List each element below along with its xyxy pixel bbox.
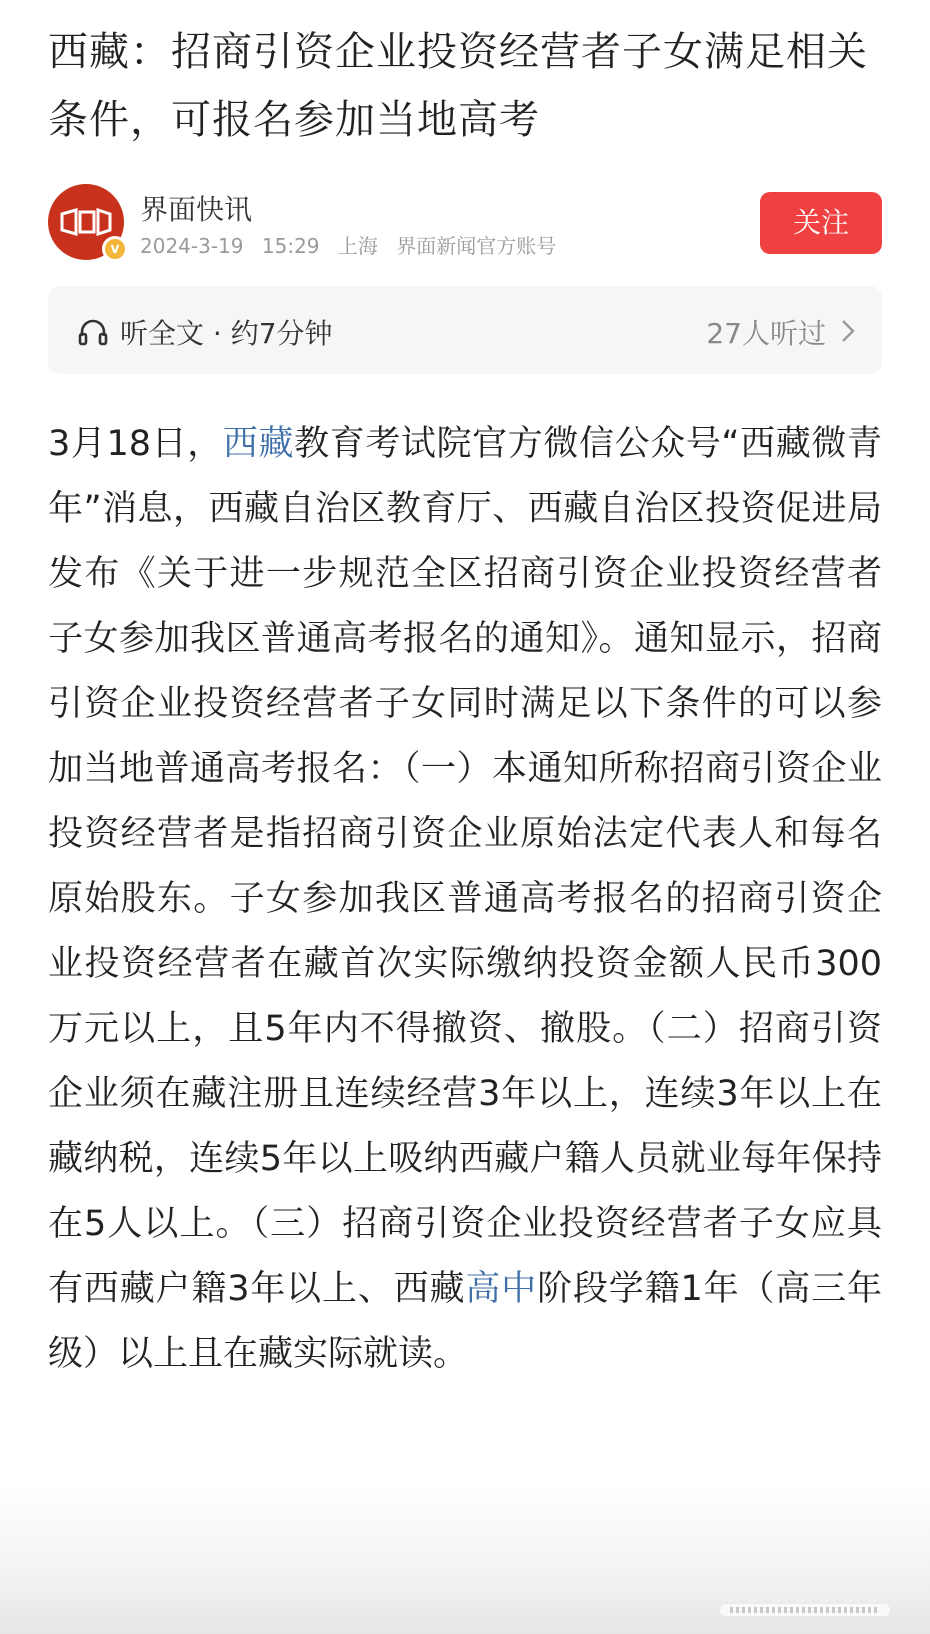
headphone-icon: [78, 318, 108, 346]
body-text: 3月18日，: [48, 424, 223, 464]
publish-time: 15:29: [261, 234, 320, 258]
listen-full-text-bar[interactable]: [48, 286, 882, 374]
publish-location: 上海: [337, 234, 378, 258]
author-name[interactable]: 界面快讯: [140, 193, 253, 226]
article-body: [48, 412, 882, 1387]
verified-badge-icon: v: [102, 236, 128, 262]
account-type: 界面新闻官方账号: [396, 234, 557, 258]
paragraph: [48, 412, 882, 1387]
publish-date: 2024-3-19: [140, 234, 244, 258]
article-title: 西藏：招商引资企业投资经营者子女满足相关条件，可报名参加当地高考: [48, 29, 868, 143]
listen-label: 听全文 · 约7分钟: [120, 317, 333, 350]
chevron-right-icon: [840, 318, 856, 344]
body-text: 教育考试院官方微信公众号“西藏微青年”消息，西藏自治区教育厅、西藏自治区投资促进局发布《关于进一步规范全区招商引资企业投资经营者子女参加我区普通高考报名的通知》。通知显示，招商引资企业投资经营者子女同时满足以下条件的可以参加当地普通高考报名：（一）本通知所称招商引资企业投资经营者是指招商引资企业原始法定代表人和每名原始股东。子女参加我区普通高考报名的招商引资企业投资经营者在藏首次实际缴纳投资金额人民币300万元以上，且5年内不得撤资、撤股。（二）招商引资企业须在藏注册且连续经营3年以上，连续3年以上在藏纳税，连续5年以上吸纳西藏户籍人员就业每年保持在5人以上。（三）招商引资企业投资经营者子女应具有西藏户籍3年以上、西藏: [48, 424, 882, 1309]
author-row: [48, 184, 882, 268]
follow-button[interactable]: 关注: [760, 192, 882, 254]
page-scroll-indicator-icon: [720, 1600, 890, 1620]
author-meta: [140, 230, 568, 259]
keyword-link-gaozhong[interactable]: 高中: [465, 1269, 538, 1309]
listen-count: 27人听过: [706, 317, 826, 350]
body-text: 阶段学籍1年（高三年级）以上且在藏实际就读。: [48, 1269, 882, 1374]
keyword-link-xizang[interactable]: 西藏: [222, 424, 295, 464]
jiemian-logo-icon: [60, 208, 112, 236]
